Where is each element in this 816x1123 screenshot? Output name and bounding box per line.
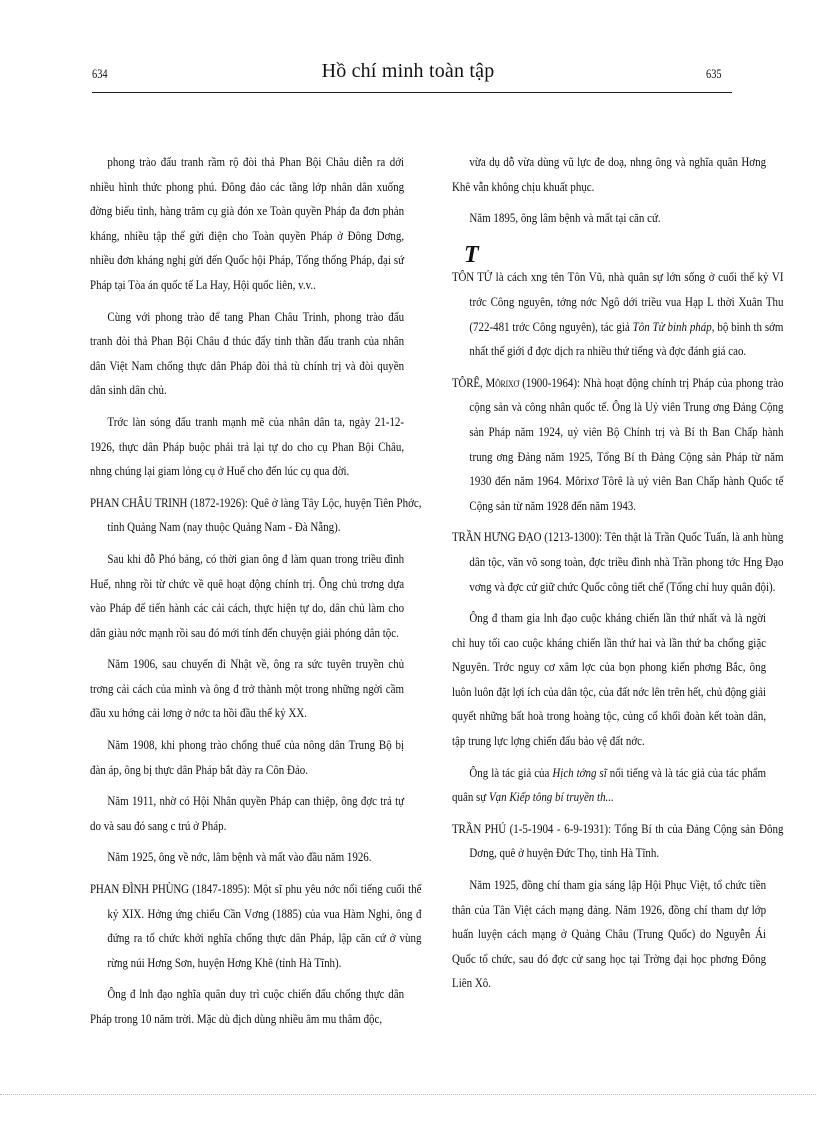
entry-text: là cách xng tên Tôn Vũ, nhà quân sự lớn sống ở cuối thế kỷ VI trớc Công nguyên, tớng nớc Ngô dới triều vua Hạp L thời Xuân Thu (722-481 trớc Công nguyên), tác giả xyxy=(469,270,784,334)
entry-heading: TRẦN HƯNG ĐẠO xyxy=(452,530,542,545)
glossary-entry xyxy=(452,371,783,519)
glossary-entry xyxy=(452,265,783,363)
paragraph: Năm 1906, sau chuyến đi Nhật về, ông ra sức tuyên truyền chủ trơng cải cách của mình và ông đ trở thành một trong những ngời cầm đầu xu hớng cải lơng ở nớc ta hồi đầu thế kỷ XX. xyxy=(90,657,405,721)
entry-heading: PHAN ĐÌNH PHÙNG xyxy=(90,882,189,897)
entry-text: (1847-1895): Một sĩ phu yêu nớc nổi tiếng cuối thế kỷ XIX. Hởng ứng chiếu Cần Vơng (1885) của vua Hàm Nghi, ông đ đứng ra tổ chức khởi nghĩa chống thực dân Pháp, lập căn cứ ở vùng rừng núi Hơng Sơn, huyện Hơng Khê (tỉnh Hà Tĩnh). xyxy=(107,882,422,970)
right-column xyxy=(452,150,784,1003)
entry-heading: PHAN CHÂU TRINH xyxy=(90,495,188,510)
book-title: Hịch tớng sĩ xyxy=(552,765,607,780)
paragraph: Cùng với phong trào để tang Phan Châu Trinh, phong trào đấu tranh đòi thả Phan Bội Châu đ thúc đẩy tinh thần đấu tranh của nhân dân Việt Nam chống thực dân Pháp đòi thả tù chính trị và đòi quyền dân sinh dân chủ. xyxy=(90,309,405,398)
right-page-number: 635 xyxy=(706,66,722,81)
paragraph xyxy=(452,761,766,810)
bottom-border xyxy=(0,1094,816,1095)
paragraph: phong trào đấu tranh rầm rộ đòi thả Phan Bội Châu diễn ra dới nhiều hình thức phong phú. Đông đảo các tầng lớp nhân dân xuống đờng biểu tình, hàng trăm cụ già đón xe Toàn quyền Pháp đa đơn phản kháng, nhiều tập thể gửi điện cho Toàn quyền Pháp ở Đông Dơng, nhiều đơn kháng nghị gửi đến Quốc hội Pháp, Tổng thống Pháp, đại sứ Pháp tại Tòa án quốc tế La Hay, Hội quốc liên, v.v.. xyxy=(90,155,405,292)
paragraph: vừa dụ dỗ vừa dùng vũ lực đe doạ, nhng ông và nghĩa quân Hơng Khê vẫn không chịu khuất phục. xyxy=(452,155,767,194)
paragraph: Ông đ lnh đạo nghĩa quân duy trì cuộc chiến đấu chống thực dân Pháp trong 10 năm trời. Mặc dù địch dùng nhiều âm mu thâm độc, xyxy=(90,987,405,1026)
left-column xyxy=(90,150,422,1039)
paragraph: Sau khi đỗ Phó bảng, có thời gian ông đ làm quan trong triều đình Huế, nhng rồi từ chức về quê hoạt động chính trị. Ông chủ trơng dựa vào Pháp để tiến hành các cải cách, thực hiện tự do, dân chủ làm cho dân giàu nớc mạnh rồi sau đó mới tính đến chuyện giải phóng dân tộc. xyxy=(90,551,405,640)
paragraph: Năm 1908, khi phong trào chống thuế của nông dân Trung Bộ bị đàn áp, ông bị thực dân Pháp bắt đày ra Côn Đảo. xyxy=(90,738,405,777)
entry-heading: TRẦN PHÚ xyxy=(452,821,506,836)
paragraph: Năm 1925, ông về nớc, lâm bệnh và mất vào đầu năm 1926. xyxy=(107,850,372,865)
paragraph-text: nổi tiếng và là tác giả của tác phẩm quân sự xyxy=(452,765,767,805)
entry-heading: TÔRÊ, Môrixơ xyxy=(452,375,520,390)
entry-text: (1900-1964): Nhà hoạt động chính trị Pháp của phong trào cộng sản và công nhân quốc tế. Ông là Uỷ viên Trung ơng Đảng Cộng sản Pháp năm 1924, uỷ viên Bộ Chính trị và Bí th Ban Chấp hành trung ơng Đảng năm 1925, Tổng Bí th Đảng Cộng sản Pháp từ năm 1930 đến năm 1964. Môrixơ Tôrê là uỷ viên Ban Chấp hành Quốc tế Cộng sản từ năm 1928 đến năm 1943. xyxy=(469,375,784,513)
entry-heading: TÔN TỬ xyxy=(452,270,493,285)
glossary-entry xyxy=(452,525,783,599)
paragraph: Năm 1925, đồng chí tham gia sáng lập Hội Phục Việt, tổ chức tiền thân của Tân Việt cách mạng đảng. Năm 1926, đồng chí tham dự lớp huấn luyện cách mạng ở Quảng Châu (Trung Quốc) do Nguyễn Ái Quốc tổ chức, sau đó đợc cử sang học tại Trờng đại học phơng Đông Liên Xô. xyxy=(452,878,767,991)
entry-text: (1-5-1904 - 6-9-1931): Tổng Bí th của Đảng Cộng sản Đông Dơng, quê ở huyện Đức Thọ, tỉnh Hà Tĩnh. xyxy=(469,821,784,861)
header-rule xyxy=(92,92,732,93)
book-title: Vạn Kiếp tông bí truyền th... xyxy=(488,790,614,805)
paragraph: Trớc làn sóng đấu tranh mạnh mẽ của nhân dân ta, ngày 21-12-1926, thực dân Pháp buộc phải trả lại tự do cho cụ Phan Bội Châu, nhng chúng lại giam lỏng cụ ở Huế cho đến lúc cụ qua đời. xyxy=(90,414,405,479)
left-page-number: 634 xyxy=(92,66,108,81)
paragraph: Năm 1895, ông lâm bệnh và mất tại căn cứ. xyxy=(469,211,661,226)
section-letter: T xyxy=(464,241,479,268)
glossary-entry xyxy=(452,817,783,866)
glossary-entry xyxy=(90,491,421,540)
entry-text: (1213-1300): Tên thật là Trần Quốc Tuấn, là anh hùng dân tộc, văn võ song toàn, đợc triều đình nhà Trần phong tớc Hng Đạo vơng và đợc cử giữ chức Quốc công tiết chế (Tổng chỉ huy quân đội). xyxy=(469,530,784,594)
entry-text: , bộ binh th sớm nhất thế giới đ đợc dịch ra nhiều thứ tiếng và đợc đánh giá cao. xyxy=(469,319,784,359)
book-title: Tôn Tử binh pháp xyxy=(632,319,712,334)
paragraph: Năm 1911, nhờ có Hội Nhân quyền Pháp can thiệp, ông đợc trả tự do và sau đó sang c trú ở Pháp. xyxy=(90,794,405,833)
glossary-entry xyxy=(90,877,421,975)
entry-text: (1872-1926): Quê ở làng Tây Lộc, huyện Tiên Phớc, tỉnh Quảng Nam (nay thuộc Quảng Nam - Đà Nẵng). xyxy=(107,495,422,535)
paragraph: Ông đ tham gia lnh đạo cuộc kháng chiến lần thứ nhất và là ngời chỉ huy tối cao cuộc kháng chiến lần thứ hai và lần thứ ba chống giặc Nguyên. Trớc nguy cơ xâm lợc của bọn phong kiến phơng Bắc, ông luôn luôn đặt lợi ích của dân tộc, của đất nớc lên trên hết, chủ động giải quyết những bất hoà trong hoàng tộc, củng cố khối đoàn kết toàn dân, tập trung lực lợng chiến đấu bảo vệ đất nớc. xyxy=(452,611,767,749)
paragraph-text: Ông là tác giả của xyxy=(469,765,553,780)
running-title: Hồ chí minh toàn tập xyxy=(321,60,495,82)
